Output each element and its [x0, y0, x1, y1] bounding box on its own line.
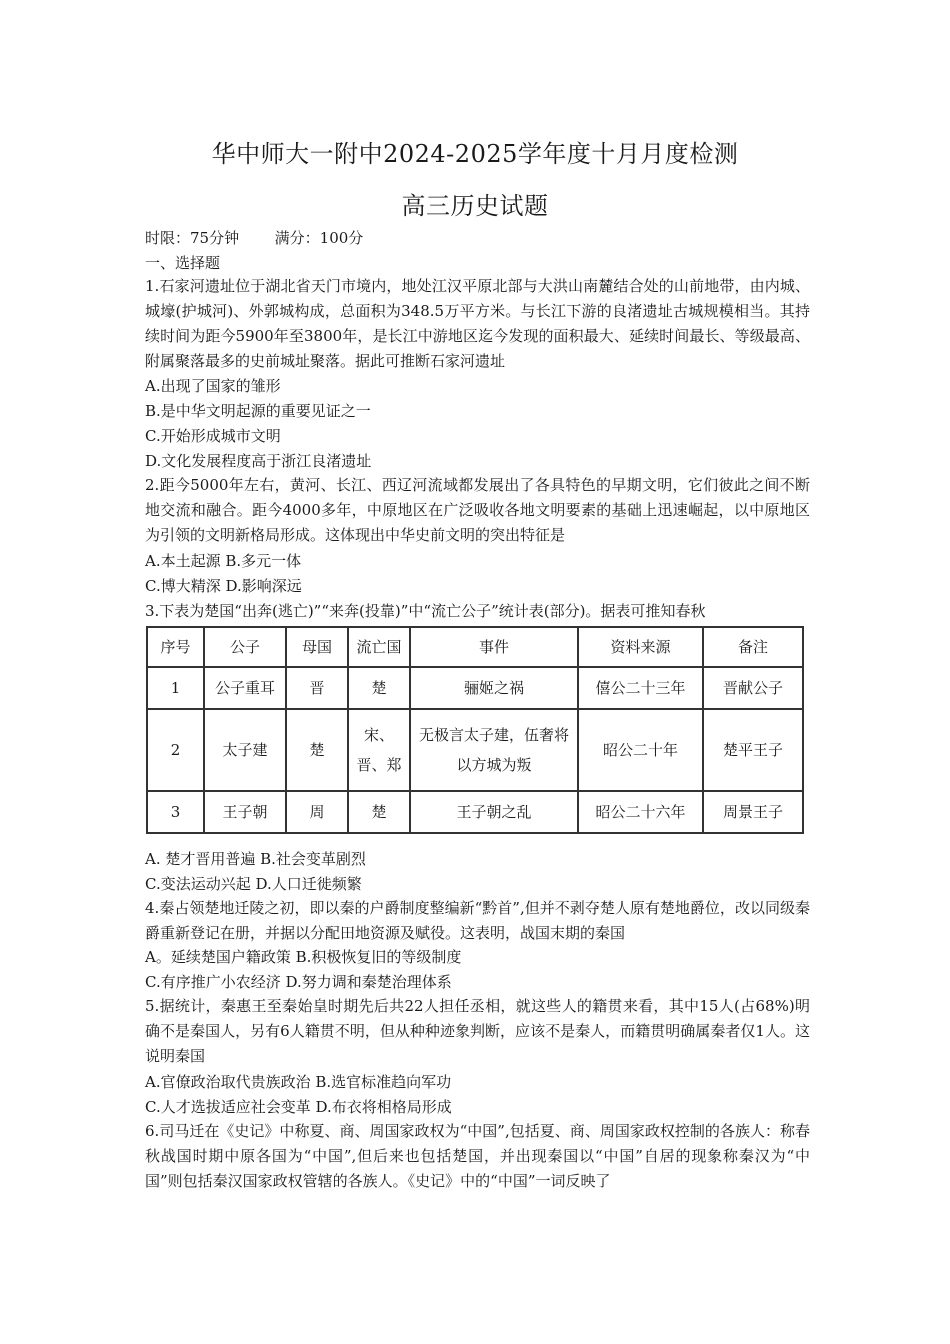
q4-options-cd: C.有序推广小农经济 D.努力调和秦楚治理体系: [145, 973, 452, 991]
q5-stem: 5.据统计，秦惠王至秦始皇时期先后共22人担任丞相，就这些人的籍贯来看，其中15人(占68%)明确不是秦国人，另有6人籍贯不明，但从种种迹象判断，应该不是秦人，而籍贯明确属秦者仅1人。这说明秦国: [145, 997, 810, 1065]
table-cell: 晋献公子: [703, 667, 803, 709]
table-cell: 楚: [286, 709, 348, 791]
q2-options-ab: A.本土起源 B.多元一体: [145, 552, 302, 570]
q5-options-ab: A.官僚政治取代贵族政治 B.选官标准趋向军功: [145, 1073, 452, 1091]
table-cell: 昭公二十年: [578, 709, 703, 791]
table-cell: 无极言太子建，伍奢将以方城为叛: [410, 709, 578, 791]
q3-options-cd: C.变法运动兴起 D.人口迁徙频繁: [145, 875, 362, 893]
full-score: 满分：100分: [274, 229, 364, 247]
q3-stem: 3.下表为楚国“出奔(逃亡)”“来奔(投靠)”中“流亡公子”统计表(部分)。据表可推知春秋: [145, 602, 706, 620]
table-cell: 楚: [348, 791, 410, 833]
table-cell: 宋、晋、郑: [348, 709, 410, 791]
table-cell: 周: [286, 791, 348, 833]
q2-options-cd: C.博大精深 D.影响深远: [145, 577, 302, 595]
table-cell: 3: [147, 791, 204, 833]
table-cell: 1: [147, 667, 204, 709]
table-cell: 王子朝: [204, 791, 286, 833]
table-header: 序号: [147, 627, 204, 667]
time-limit: 时限：75分钟: [145, 229, 240, 247]
q5-options-cd: C.人才选拔适应社会变革 D.布衣将相格局形成: [145, 1098, 452, 1116]
q1-option-c: C.开始形成城市文明: [145, 427, 281, 445]
table-header-row: [147, 627, 803, 667]
q1-option-b: B.是中华文明起源的重要见证之一: [145, 402, 371, 420]
table-cell: 骊姬之祸: [410, 667, 578, 709]
q4-options-ab: A。延续楚国户籍政策 B.积极恢复旧的等级制度: [145, 948, 462, 966]
table-header: 资料来源: [578, 627, 703, 667]
exam-title: 华中师大一附中2024-2025学年度十月月度检测: [211, 140, 739, 168]
q3-table: [146, 626, 804, 834]
table-cell: 楚: [348, 667, 410, 709]
table-cell: 太子建: [204, 709, 286, 791]
table-header: 公子: [204, 627, 286, 667]
table-cell: 昭公二十六年: [578, 791, 703, 833]
exam-meta: [145, 229, 815, 248]
q6-stem: 6.司马迁在《史记》中称夏、商、周国家政权为“中国”,包括夏、商、周国家政权控制的各族人：称春秋战国时期中原各国为“中国”,但后来也包括楚国，并出现秦国以“中国”自居的现象称秦汉为“中国”则包括秦汉国家政权管辖的各族人。《史记》中的“中国”一词反映了: [145, 1122, 810, 1190]
q3-options-ab: A. 楚才晋用普遍 B.社会变革剧烈: [145, 850, 366, 868]
table-row: [147, 791, 803, 833]
q2-stem: 2.距今5000年左右，黄河、长江、西辽河流域都发展出了各具特色的早期文明，它们彼此之间不断地交流和融合。距今4000多年，中原地区在广泛吸收各地文明要素的基础上迅速崛起，以中原地区为引领的文明新格局形成。这体现出中华史前文明的突出特征是: [145, 476, 810, 544]
q1-option-a: A.出现了国家的雏形: [145, 377, 281, 395]
exam-subtitle: 高三历史试题: [401, 192, 549, 220]
table-header: 事件: [410, 627, 578, 667]
table-cell: 王子朝之乱: [410, 791, 578, 833]
q1-option-d: D.文化发展程度高于浙江良渚遗址: [145, 452, 372, 470]
table-cell: 公子重耳: [204, 667, 286, 709]
table-row: [147, 709, 803, 791]
table-cell: 2: [147, 709, 204, 791]
table-cell: 僖公二十三年: [578, 667, 703, 709]
q1-stem: 1.石家河遗址位于湖北省天门市境内，地处江汉平原北部与大洪山南麓结合处的山前地带，由内城、城壕(护城河)、外郭城构成，总面积为348.5万平方米。与长江下游的良渚遗址古城规模相当。其持续时间为距今5900年至3800年，是长江中游地区迄今发现的面积最大、延续时间最长、等级最高、附属聚落最多的史前城址聚落。据此可推断石家河遗址: [145, 277, 810, 370]
table-header: 母国: [286, 627, 348, 667]
q4-stem: 4.秦占领楚地迁陵之初，即以秦的户爵制度整编新“黔首”,但并不剥夺楚人原有楚地爵位，改以同级秦爵重新登记在册，并据以分配田地资源及赋役。这表明，战国末期的秦国: [145, 899, 810, 942]
table-cell: 晋: [286, 667, 348, 709]
section-heading: 一、选择题: [145, 254, 221, 272]
table-header: 备注: [703, 627, 803, 667]
table-cell: 周景王子: [703, 791, 803, 833]
table-header: 流亡国: [348, 627, 410, 667]
table-row: [147, 667, 803, 709]
table-cell: 楚平王子: [703, 709, 803, 791]
